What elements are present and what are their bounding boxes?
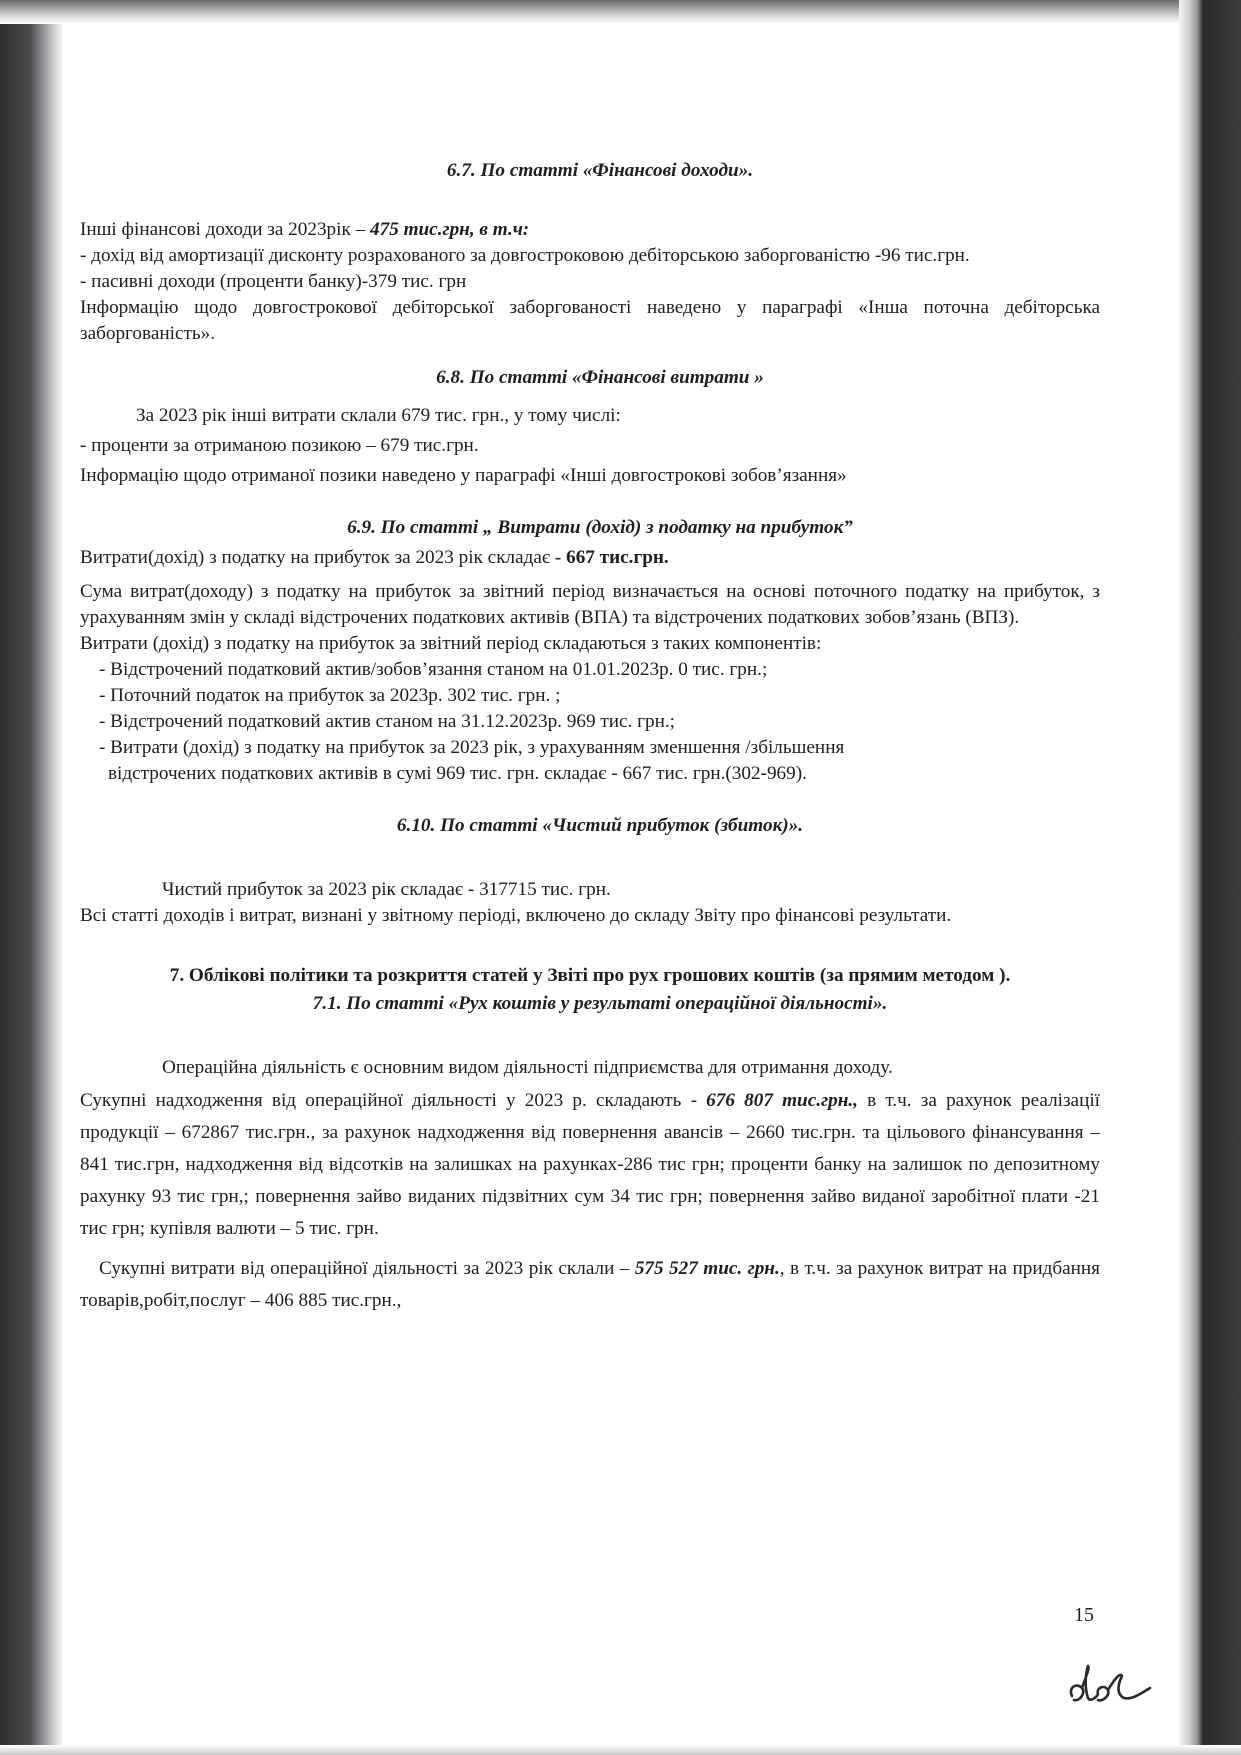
scan-top-edge (0, 0, 1241, 24)
section-6-9-component-3: - Відстрочений податковий актив станом на 31.12.2023р. 969 тис. грн.; (99, 711, 675, 732)
scan-left-edge (0, 0, 62, 1755)
section-6-10-line-2: Всі статті доходів і витрат, визнані у звітному періоді, включено до складу Звіту про фінансові результати. (80, 905, 952, 926)
section-7-1-p3-text-b: , в т.ч. за рахунок витрат на придбання товарів,робіт,послуг – 406 885 тис.грн., (80, 1258, 1100, 1311)
section-6-7-item-2: - пасивні доходи (проценти банку)-379 тис. грн (80, 271, 467, 292)
section-7-heading: 7. Облікові політики та розкриття статей у Звіті про рух грошових коштів (за прямим методом ). (169, 965, 1011, 986)
section-6-8-line-3: Інформацію щодо отриманої позики наведено у параграфі «Інші довгострокові зобов’язання» (80, 465, 847, 486)
section-7-1-p3-total: 575 527 тис. грн. (634, 1258, 780, 1279)
section-6-7-heading: 6.7. По статті «Фінансові доходи». (446, 160, 754, 181)
section-7-1-p3-text-a: Сукупні витрати від операційної діяльності за 2023 рік склали – (99, 1258, 635, 1279)
handwritten-page-mark (1066, 1658, 1156, 1710)
document-page (80, 158, 1100, 1317)
section-6-7-intro (80, 217, 1100, 243)
section-6-9-line-1 (80, 545, 1100, 571)
scan-right-edge (1179, 0, 1241, 1755)
section-7-1-paragraph-3 (80, 1253, 1100, 1317)
section-6-7-intro-text: Інші фінансові доходи за 2023рік – (80, 219, 370, 240)
section-6-9-paragraph: Сума витрат(доходу) з податку на прибуток за звітний період визначається на основі поточного податку на прибуток, з урахуванням змін у складі відстрочених податкових активів (ВПА) та відстрочених податкових зобов’язань (ВПЗ). (80, 581, 1100, 628)
section-7-1-p2-text-b: в т.ч. за рахунок реалізації продукції – 672867 тис.грн., за рахунок надходження від повернення авансів – 2660 тис.грн. та цільового фінансування – 841 тис.грн, надходження від відсотків на залишках на рахунках-286 тис грн; проценти банку на залишок по депозитному рахунку 93 тис грн,; повернення зайво виданих підзвітних сум 34 тис грн; повернення зайво виданої заробітної плати -21 тис грн; купівля валюти – 5 тис. грн. (80, 1090, 1100, 1239)
section-7-1-p2-total: 676 807 тис.грн., (706, 1090, 858, 1111)
section-6-9-component-4: - Витрати (дохід) з податку на прибуток за 2023 рік, з урахуванням зменшення /збільшення (99, 737, 845, 758)
section-7-1-line-1: Операційна діяльність є основним видом діяльності підприємства для отримання доходу. (162, 1057, 893, 1078)
section-6-10-heading: 6.10. По статті «Чистий прибуток (збиток)». (396, 815, 804, 836)
section-6-9-component-2: - Поточний податок на прибуток за 2023р. 302 тис. грн. ; (99, 685, 561, 706)
scan-bottom-edge (0, 1745, 1241, 1755)
section-6-9-component-4-cont: відстрочених податкових активів в сумі 969 тис. грн. складає - 667 тис. грн.(302-969). (108, 763, 807, 784)
section-6-9-heading: 6.9. По статті „ Витрати (дохід) з податку на прибуток” (347, 517, 853, 538)
section-6-10-line-1: Чистий прибуток за 2023 рік складає - 317715 тис. грн. (162, 879, 611, 900)
section-7-1-paragraph-2 (80, 1085, 1100, 1245)
section-6-9-line-1-value (555, 547, 669, 568)
section-6-9-line-1-text: Витрати(дохід) з податку на прибуток за 2023 рік складає (80, 547, 555, 568)
section-7-1-p2-text-a: Сукупні надходження від операційної діяльності у 2023 р. складають - (80, 1090, 707, 1111)
section-6-7-item-1: - дохід від амортизації дисконту розрахованого за довгостроковою дебіторською заборгованістю -96 тис.грн. (80, 245, 970, 266)
section-6-8-line-1: За 2023 рік інші витрати склали 679 тис. грн., у тому числі: (136, 405, 621, 426)
page-number: 15 (1074, 1604, 1094, 1626)
section-6-7-intro-total: 475 тис.грн, в т.ч: (370, 219, 530, 240)
section-7-1-heading: 7.1. По статті «Рух коштів у результаті операційної діяльності». (312, 993, 888, 1014)
section-6-9-components-intro: Витрати (дохід) з податку на прибуток за звітний період складаються з таких компонентів: (80, 633, 822, 654)
section-6-9-component-1: - Відстрочений податковий актив/зобов’язання станом на 01.01.2023р. 0 тис. грн.; (99, 659, 768, 680)
section-6-8-line-2: - проценти за отриманою позикою – 679 тис.грн. (80, 435, 479, 456)
section-6-8-heading: 6.8. По статті «Фінансові витрати » (436, 367, 764, 388)
section-6-7-info: Інформацію щодо довгострокової дебіторської заборгованості наведено у параграфі «Інша поточна дебіторська заборгованість». (80, 297, 1100, 344)
section-6-9-value-bold: - 667 тис.грн. (554, 547, 669, 568)
